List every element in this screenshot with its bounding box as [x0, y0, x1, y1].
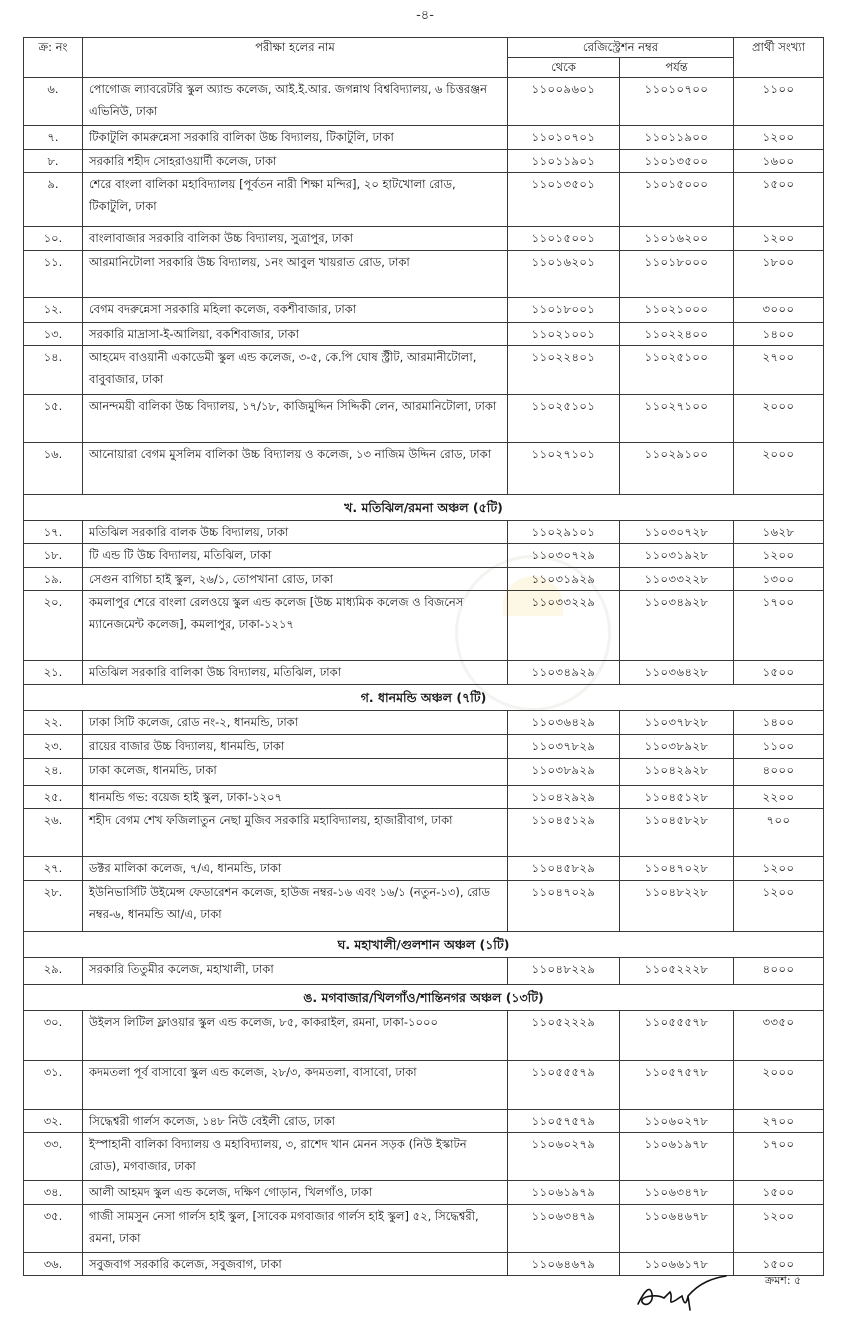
reg-to-cell: ১১০২১০০০	[620, 298, 734, 323]
candidate-count-cell: ৭০০	[734, 809, 824, 857]
table-row	[24, 1110, 824, 1133]
table-row	[24, 591, 824, 661]
table-row	[24, 251, 824, 298]
table-row	[24, 443, 824, 495]
reg-from-cell: ১১০৬০২৭৯	[508, 1133, 620, 1181]
reg-from-cell: ১১০১৩৫০১	[508, 173, 620, 227]
candidate-count-cell: ১৭০০	[734, 591, 824, 661]
candidate-count-cell: ৩৩৫০	[734, 1011, 824, 1061]
hall-name-cell: কদমতলা পূর্ব বাসাবো স্কুল এন্ড কলেজ, ২৮/৩, কদমতলা, বাসাবো, ঢাকা	[83, 1061, 508, 1110]
reg-to-cell: ১১০৩৪৯২৮	[620, 591, 734, 661]
table-row	[24, 1205, 824, 1253]
section-title: ঙ. মগবাজার/খিলগাঁও/শান্তিনগর অঞ্চল (১৩টি)	[24, 985, 824, 1011]
hall-name-cell: ডক্টর মালিকা কলেজ, ৭/এ, ধানমন্ডি, ঢাকা	[83, 857, 508, 881]
table-row	[24, 323, 824, 346]
serial-cell: ২৯.	[24, 958, 83, 985]
serial-cell: ২৭.	[24, 857, 83, 881]
serial-cell: ১১.	[24, 251, 83, 298]
reg-from-cell: ১১০২২৪০১	[508, 346, 620, 395]
serial-cell: ৩১.	[24, 1061, 83, 1110]
candidate-count-cell: ১৫০০	[734, 661, 824, 685]
reg-to-cell: ১১০১৮০০০	[620, 251, 734, 298]
table-row	[24, 759, 824, 786]
candidate-count-cell: ১৫০০	[734, 1253, 824, 1276]
hall-name-cell: সেগুন বাগিচা হাই স্কুল, ২৬/১, তোপখানা রোড, ঢাকা	[83, 568, 508, 591]
hall-name-cell: বাংলাবাজার সরকারি বালিকা উচ্চ বিদ্যালয়, সুত্রাপুর, ঢাকা	[83, 227, 508, 251]
hall-name-cell: ঢাকা কলেজ, ধানমন্ডি, ঢাকা	[83, 759, 508, 786]
reg-from-cell: ১১০৩৪৯২৯	[508, 661, 620, 685]
hall-name-cell: সবুজবাগ সরকারি কলেজ, সবুজবাগ, ঢাকা	[83, 1253, 508, 1276]
serial-cell: ৩৫.	[24, 1205, 83, 1253]
serial-cell: ১৫.	[24, 395, 83, 443]
hall-name-cell: ইস্পাহানী বালিকা বিদ্যালয় ও মহাবিদ্যালয়, ৩, রাশেদ খান মেনন সড়ক (নিউ ইস্কাটন রোড), মগবাজার, ঢাকা	[83, 1133, 508, 1181]
section-title: গ. ধানমন্ডি অঞ্চল (৭টি)	[24, 685, 824, 711]
serial-cell: ২০.	[24, 591, 83, 661]
serial-cell: ২৩.	[24, 735, 83, 759]
candidate-count-cell: ১৫০০	[734, 173, 824, 227]
reg-to-cell: ১১০৩১৯২৮	[620, 544, 734, 568]
hall-name-cell: শহীদ বেগম শেখ ফজিলাতুন নেছা মুজিব সরকারি মহাবিদ্যালয়, হাজারীবাগ, ঢাকা	[83, 809, 508, 857]
reg-from-cell: ১১০৩৩২২৯	[508, 591, 620, 661]
serial-cell: ২৮.	[24, 881, 83, 932]
hall-name-cell: আহমেদ বাওয়ানী একাডেমী স্কুল এন্ড কলেজ, ৩-৫, কে.পি ঘোষ স্ট্রীট, আরমানীটোলা, বাবুবাজার, ঢাকা	[83, 346, 508, 395]
reg-from-cell: ১১০২৭১০১	[508, 443, 620, 495]
reg-to-cell: ১১০২৫১০০	[620, 346, 734, 395]
hall-name-cell: শেরে বাংলা বালিকা মহাবিদ্যালয় [পূর্বতন নারী শিক্ষা মন্দির], ২০ হাটখোলা রোড, টিকাটুলি, ঢাকা	[83, 173, 508, 227]
page-number: -৪-	[416, 8, 434, 23]
serial-cell: ৩৪.	[24, 1181, 83, 1205]
section-title: খ. মতিঝিল/রমনা অঞ্চল (৫টি)	[24, 495, 824, 521]
hall-name-cell: ইউনিভার্সিটি উইমেন্স ফেডারেশন কলেজ, হাউজ নম্বর-১৬ এবং ১৬/১ (নতুন-১৩), রোড নম্বর-৬, ধানমন্ডি আ/এ, ঢাকা	[83, 881, 508, 932]
hall-name-cell: আনন্দময়ী বালিকা উচ্চ বিদ্যালয়, ১৭/১৮, কাজিমুদ্দিন সিদ্দিকী লেন, আরমানিটোলা, ঢাকা	[83, 395, 508, 443]
reg-from-cell: ১১০১০৭০১	[508, 126, 620, 150]
hall-name-cell: গাজী সামসুন নেসা গার্লস হাই স্কুল, [সাবেক মগবাজার গার্লস হাই স্কুল] ৫২, সিদ্ধেশ্বরী, রমনা, ঢাকা	[83, 1205, 508, 1253]
table-row	[24, 126, 824, 150]
table-row	[24, 1181, 824, 1205]
candidate-count-cell: ১৫০০	[734, 1181, 824, 1205]
reg-to-cell: ১১০৫২২২৮	[620, 958, 734, 985]
candidate-count-cell: ৪০০০	[734, 958, 824, 985]
reg-to-cell: ১১০৫৫৫৭৮	[620, 1011, 734, 1061]
candidate-count-cell: ১৬২৮	[734, 521, 824, 544]
reg-from-cell: ১১০১৫০০১	[508, 227, 620, 251]
hall-name-cell: আলী আহমদ স্কুল এন্ড কলেজ, দক্ষিণ গোড়ান, খিলগাঁও, ঢাকা	[83, 1181, 508, 1205]
hall-name-cell: মতিঝিল সরকারি বালিকা উচ্চ বিদ্যালয়, মতিঝিল, ঢাকা	[83, 661, 508, 685]
serial-cell: ১৩.	[24, 323, 83, 346]
reg-from-cell: ১১০৩০৭২৯	[508, 544, 620, 568]
candidate-count-cell: ২৭০০	[734, 1110, 824, 1133]
reg-to-cell: ১১০৩৭৮২৮	[620, 711, 734, 735]
reg-to-cell: ১১০২৯১০০	[620, 443, 734, 495]
hall-name-cell: ঢাকা সিটি কলেজ, রোড নং-২, ধানমন্ডি, ঢাকা	[83, 711, 508, 735]
candidate-count-cell: ১২০০	[734, 1205, 824, 1253]
reg-from-cell: ১১০৬১৯৭৯	[508, 1181, 620, 1205]
serial-cell: ৩৩.	[24, 1133, 83, 1181]
candidate-count-cell: ৩০০০	[734, 298, 824, 323]
reg-from-cell: ১১০৩৬৪২৯	[508, 711, 620, 735]
candidate-count-cell: ২০০০	[734, 1061, 824, 1110]
hall-name-cell: উইলস লিটিল ফ্লাওয়ার স্কুল এন্ড কলেজ, ৮৫, কাকরাইল, রমনা, ঢাকা-১০০০	[83, 1011, 508, 1061]
hall-name-cell: সরকারি মাদ্রাসা-ই-আলিয়া, বকশিবাজার, ঢাকা	[83, 323, 508, 346]
serial-cell: ৩০.	[24, 1011, 83, 1061]
reg-from-cell: ১১০৫২২২৯	[508, 1011, 620, 1061]
reg-to-cell: ১১০৬৬১৭৮	[620, 1253, 734, 1276]
reg-to-cell: ১১০৩৬৪২৮	[620, 661, 734, 685]
header-from: থেকে	[508, 58, 620, 78]
hall-name-cell: মতিঝিল সরকারি বালক উচ্চ বিদ্যালয়, ঢাকা	[83, 521, 508, 544]
serial-cell: ১৭.	[24, 521, 83, 544]
serial-cell: ৩২.	[24, 1110, 83, 1133]
reg-to-cell: ১১০৬০২৭৮	[620, 1110, 734, 1133]
reg-to-cell: ১১০৪২৯২৮	[620, 759, 734, 786]
table-row	[24, 1011, 824, 1061]
reg-to-cell: ১১০১১৯০০	[620, 126, 734, 150]
candidate-count-cell: ৪০০০	[734, 759, 824, 786]
reg-from-cell: ১১০৬৩৪৭৯	[508, 1205, 620, 1253]
reg-to-cell: ১১০২২৪০০	[620, 323, 734, 346]
section-header-row	[24, 685, 824, 711]
serial-cell: ৬.	[24, 78, 83, 126]
serial-cell: ১৮.	[24, 544, 83, 568]
reg-to-cell: ১১০৫৭৫৭৮	[620, 1061, 734, 1110]
candidate-count-cell: ২০০০	[734, 395, 824, 443]
reg-to-cell: ১১০৬১৯৭৮	[620, 1133, 734, 1181]
hall-name-cell: সিদ্ধেশ্বরী গার্লস কলেজ, ১৪৮ নিউ বেইলী রোড, ঢাকা	[83, 1110, 508, 1133]
reg-from-cell: ১১০১৬২০১	[508, 251, 620, 298]
header-registration: রেজিস্ট্রেশন নম্বর	[508, 38, 734, 58]
reg-from-cell: ১১০২১০০১	[508, 323, 620, 346]
table-row	[24, 150, 824, 173]
table-row	[24, 809, 824, 857]
candidate-count-cell: ১৪০০	[734, 323, 824, 346]
serial-cell: ২৬.	[24, 809, 83, 857]
candidate-count-cell: ২০০০	[734, 443, 824, 495]
reg-to-cell: ১১০৬৪৬৭৮	[620, 1205, 734, 1253]
serial-cell: ১৬.	[24, 443, 83, 495]
continued-note: ক্রমশ: ৫	[765, 1274, 802, 1287]
reg-to-cell: ১১০১০৭০০	[620, 78, 734, 126]
hall-name-cell: টিকাটুলি কামরুন্নেসা সরকারি বালিকা উচ্চ বিদ্যালয়, টিকাটুলি, ঢাকা	[83, 126, 508, 150]
reg-from-cell: ১১০২৫১০১	[508, 395, 620, 443]
table-row	[24, 544, 824, 568]
section-title: ঘ. মহাখালী/গুলশান অঞ্চল (১টি)	[24, 932, 824, 958]
hall-name-cell: রায়ের বাজার উচ্চ বিদ্যালয়, ধানমন্ডি, ঢাকা	[83, 735, 508, 759]
table-row	[24, 521, 824, 544]
reg-from-cell: ১১০৪৫৮২৯	[508, 857, 620, 881]
reg-from-cell: ১১০৪২৯২৯	[508, 786, 620, 809]
candidate-count-cell: ১৩০০	[734, 568, 824, 591]
candidate-count-cell: ১২০০	[734, 227, 824, 251]
table-row	[24, 346, 824, 395]
reg-from-cell: ১১০৩১৯২৯	[508, 568, 620, 591]
table-row	[24, 786, 824, 809]
serial-cell: ৭.	[24, 126, 83, 150]
candidate-count-cell: ২৭০০	[734, 346, 824, 395]
serial-cell: ২২.	[24, 711, 83, 735]
serial-cell: ১০.	[24, 227, 83, 251]
section-header-row	[24, 932, 824, 958]
table-row	[24, 881, 824, 932]
candidate-count-cell: ১২০০	[734, 857, 824, 881]
reg-to-cell: ১১০১৩৫০০	[620, 150, 734, 173]
reg-to-cell: ১১০৩৩২২৮	[620, 568, 734, 591]
reg-from-cell: ১১০২৯১০১	[508, 521, 620, 544]
candidate-count-cell: ১১০০	[734, 735, 824, 759]
reg-from-cell: ১১০০৯৬০১	[508, 78, 620, 126]
table-row	[24, 958, 824, 985]
serial-cell: ৮.	[24, 150, 83, 173]
table-row	[24, 78, 824, 126]
reg-from-cell: ১১০১৮০০১	[508, 298, 620, 323]
hall-name-cell: ধানমন্ডি গভ: বয়েজ হাই স্কুল, ঢাকা-১২০৭	[83, 786, 508, 809]
hall-name-cell: বেগম বদরুন্নেসা সরকারি মহিলা কলেজ, বকশীবাজার, ঢাকা	[83, 298, 508, 323]
table-row	[24, 298, 824, 323]
candidate-count-cell: ১৬০০	[734, 150, 824, 173]
reg-from-cell: ১১০৩৭৮২৯	[508, 735, 620, 759]
table-row	[24, 857, 824, 881]
reg-from-cell: ১১০৫৭৫৭৯	[508, 1110, 620, 1133]
reg-to-cell: ১১০৩৮৯২৮	[620, 735, 734, 759]
header-candidates: প্রার্থী সংখ্যা	[734, 38, 824, 78]
table-row	[24, 227, 824, 251]
reg-from-cell: ১১০৬৪৬৭৯	[508, 1253, 620, 1276]
signature	[630, 1272, 730, 1317]
exam-hall-table	[23, 37, 824, 1276]
candidate-count-cell: ১২০০	[734, 881, 824, 932]
header-serial: ক্র: নং	[24, 38, 83, 78]
serial-cell: ২১.	[24, 661, 83, 685]
table-row	[24, 735, 824, 759]
table-row	[24, 1133, 824, 1181]
table-row	[24, 711, 824, 735]
hall-name-cell: আরমানিটোলা সরকারি উচ্চ বিদ্যালয়, ১নং আবুল খায়রাত রোড, ঢাকা	[83, 251, 508, 298]
hall-name-cell: আনোয়ারা বেগম মুসলিম বালিকা উচ্চ বিদ্যালয় ও কলেজ, ১৩ নাজিম উদ্দিন রোড, ঢাকা	[83, 443, 508, 495]
table-row	[24, 395, 824, 443]
reg-from-cell: ১১০৪৭০২৯	[508, 881, 620, 932]
serial-cell: ১৪.	[24, 346, 83, 395]
candidate-count-cell: ১২০০	[734, 544, 824, 568]
reg-to-cell: ১১০১৬২০০	[620, 227, 734, 251]
candidate-count-cell: ১১০০	[734, 78, 824, 126]
candidate-count-cell: ১৮০০	[734, 251, 824, 298]
serial-cell: ১৯.	[24, 568, 83, 591]
reg-from-cell: ১১০৪৫১২৯	[508, 809, 620, 857]
reg-to-cell: ১১০৪৭০২৮	[620, 857, 734, 881]
hall-name-cell: টি এন্ড টি উচ্চ বিদ্যালয়, মতিঝিল, ঢাকা	[83, 544, 508, 568]
serial-cell: ৯.	[24, 173, 83, 227]
section-header-row	[24, 985, 824, 1011]
candidate-count-cell: ১২০০	[734, 126, 824, 150]
candidate-count-cell: ২২০০	[734, 786, 824, 809]
table-row	[24, 568, 824, 591]
reg-to-cell: ১১০৪৫৮২৮	[620, 809, 734, 857]
hall-name-cell: পোগোজ ল্যাবরেটরি স্কুল অ্যান্ড কলেজ, আই.ই.আর. জগন্নাথ বিশ্ববিদ্যালয়, ৬ চিত্তরঞ্জন এভিনিউ, ঢাকা	[83, 78, 508, 126]
table-row	[24, 1061, 824, 1110]
hall-name-cell: সরকারি শহীদ সোহরাওয়ার্দী কলেজ, ঢাকা	[83, 150, 508, 173]
reg-to-cell: ১১০৪৫১২৮	[620, 786, 734, 809]
reg-to-cell: ১১০৬৩৪৭৮	[620, 1181, 734, 1205]
reg-from-cell: ১১০৫৫৫৭৯	[508, 1061, 620, 1110]
reg-from-cell: ১১০১১৯০১	[508, 150, 620, 173]
section-header-row	[24, 495, 824, 521]
header-hall-name: পরীক্ষা হলের নাম	[83, 38, 508, 78]
candidate-count-cell: ১৪০০	[734, 711, 824, 735]
serial-cell: ২৫.	[24, 786, 83, 809]
hall-name-cell: কমলাপুর শেরে বাংলা রেলওয়ে স্কুল এন্ড কলেজ [উচ্চ মাধ্যমিক কলেজ ও বিজনেস ম্যানেজমেন্ট কলেজ], কমলাপুর, ঢাকা-১২১৭	[83, 591, 508, 661]
table-row	[24, 661, 824, 685]
reg-from-cell: ১১০৪৮২২৯	[508, 958, 620, 985]
table-body	[24, 78, 824, 1276]
header-to: পর্যন্ত	[620, 58, 734, 78]
reg-to-cell: ১১০১৫০০০	[620, 173, 734, 227]
reg-to-cell: ১১০৪৮২২৮	[620, 881, 734, 932]
reg-to-cell: ১১০৩০৭২৮	[620, 521, 734, 544]
serial-cell: ৩৬.	[24, 1253, 83, 1276]
candidate-count-cell: ১৭০০	[734, 1133, 824, 1181]
reg-from-cell: ১১০৩৮৯২৯	[508, 759, 620, 786]
reg-to-cell: ১১০২৭১০০	[620, 395, 734, 443]
hall-name-cell: সরকারি তিতুমীর কলেজ, মহাখালী, ঢাকা	[83, 958, 508, 985]
table-row	[24, 173, 824, 227]
serial-cell: ২৪.	[24, 759, 83, 786]
serial-cell: ১২.	[24, 298, 83, 323]
